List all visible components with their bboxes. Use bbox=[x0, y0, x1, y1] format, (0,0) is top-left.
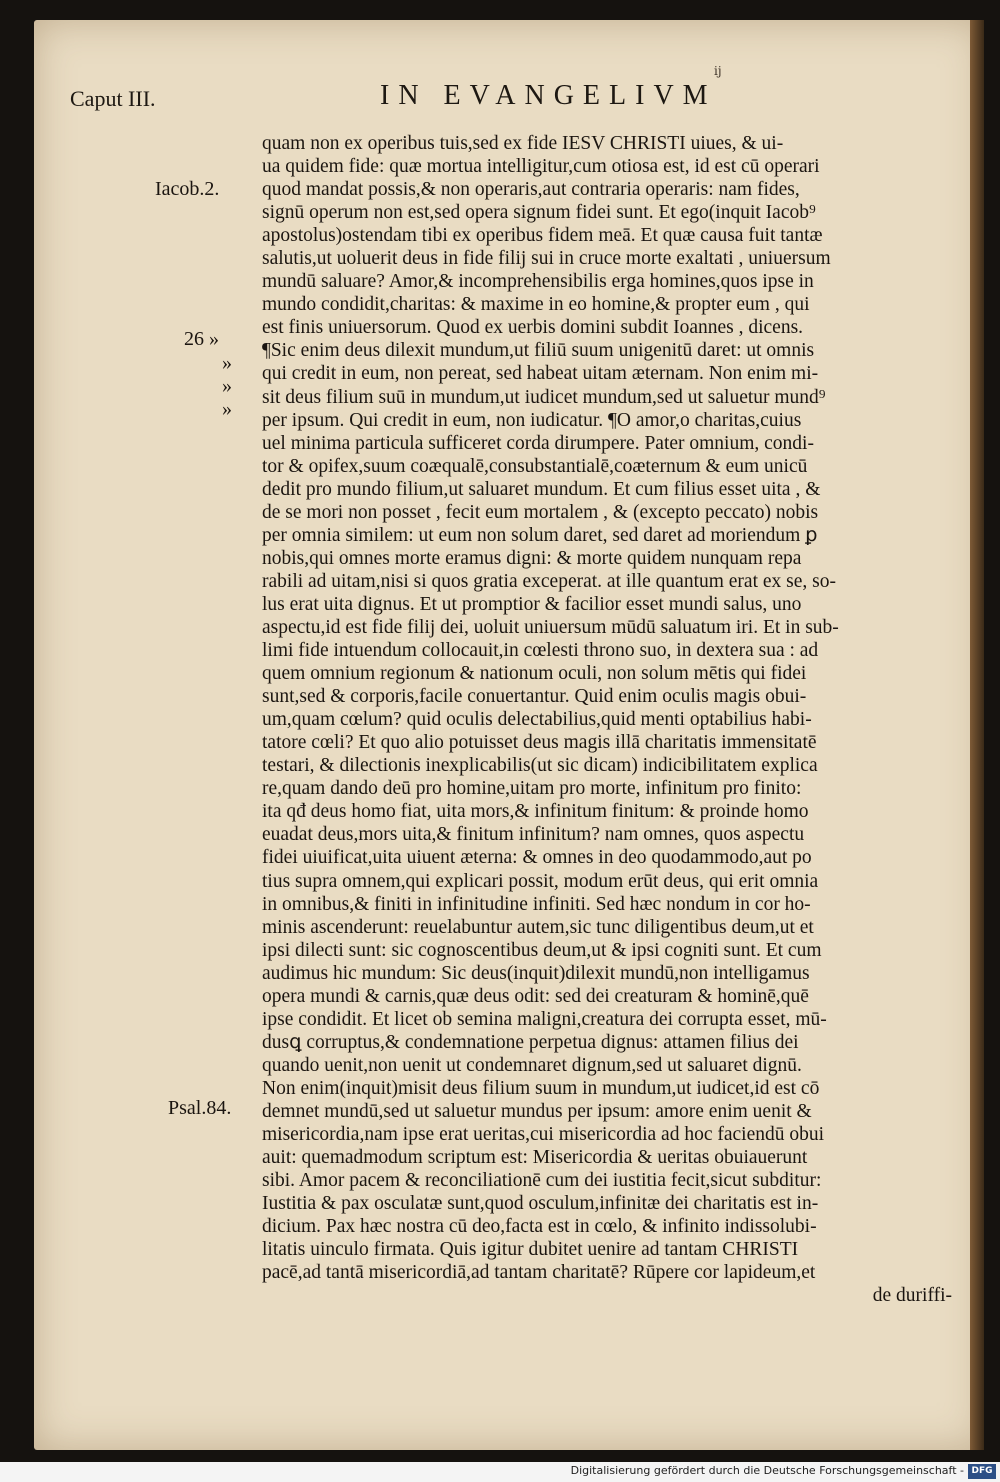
text-line: ua quidem fide: quæ mortua intelligitur,cum otiosa est, id est cū operari bbox=[262, 156, 820, 178]
text-line: dicium. Pax hæc nostra cū deo,facta est in cœlo, & infinito indissolubi- bbox=[262, 1216, 817, 1238]
chapter-heading: Caput III. bbox=[70, 86, 156, 111]
text-line: minis ascenderunt: reuelabuntur autem,sic tunc diligentibus deum,ut et bbox=[262, 916, 814, 938]
page-edge bbox=[970, 20, 984, 1450]
running-title: IN EVANGELIVM bbox=[380, 80, 717, 111]
text-line: quod mandat possis,& non operaris,aut contraria operaris: nam fides, bbox=[262, 179, 800, 201]
text-line: um,quam cœlum? quid oculis delectabilius,quid menti optabilius habi- bbox=[262, 709, 812, 731]
body-text bbox=[262, 132, 962, 1307]
margin-quote-mark: » bbox=[222, 398, 232, 420]
text-line: lus erat uita dignus. Et ut promptior & facilior esset mundi salus, uno bbox=[262, 593, 802, 615]
text-line: ita qđ deus homo fiat, uita mors,& infinitum finitum: & proinde homo bbox=[262, 801, 809, 823]
text-line: mundū saluare? Amor,& incomprehensibilis erga homines,quos ipse in bbox=[262, 271, 814, 293]
margin-quote-mark: » bbox=[222, 375, 232, 397]
text-line: ipse condidit. Et licet ob semina maligni,creatura dei corrupta esset, mū- bbox=[262, 1008, 827, 1030]
text-line: dusꝗ corruptus,& condemnatione perpetua dignus: attamen filius dei bbox=[262, 1031, 799, 1053]
text-line: auit: quemadmodum scriptum est: Misericordia & ueritas obuiauerunt bbox=[262, 1147, 808, 1169]
text-line: salutis,ut uoluerit deus in fide filij sui in cruce morte exaltati , uniuersum bbox=[262, 248, 831, 270]
text-line: euadat deus,mors uita,& finitum infinitum? nam omnes, quos aspectu bbox=[262, 824, 805, 846]
text-line: in omnibus,& finiti in infinitudine infiniti. Sed hæc nondum in cor ho- bbox=[262, 893, 811, 915]
text-line: apostolus)ostendam tibi ex operibus fidem meā. Et quæ causa fuit tantæ bbox=[262, 225, 823, 247]
text-line: aspectu,id est fide filij dei, uoluit uniuersum mūdū saluatum iri. Et in sub- bbox=[262, 616, 839, 638]
text-line: sibi. Amor pacem & reconciliationē cum dei iustitia fecit,sicut subditur: bbox=[262, 1170, 822, 1192]
text-line: quem omnium regionum & nationum oculi, non solum mētis qui fidei bbox=[262, 663, 807, 685]
text-line: tius supra omnem,qui explicari possit, modum erūt deus, qui erit omnia bbox=[262, 870, 819, 892]
margin-quote-mark: » bbox=[222, 352, 232, 374]
text-line: limi fide intuendum collocauit,in cœlesti throno suo, in dextera sua : ad bbox=[262, 640, 819, 662]
margin-note-iacob: Iacob.2. bbox=[155, 178, 220, 200]
text-line: re,quam dando deū pro homine,uitam pro morte, infinitum pro finito: bbox=[262, 778, 802, 800]
text-line: sit deus filium suū in mundum,ut iudicet mundum,sed ut saluetur mund⁹ bbox=[262, 386, 826, 408]
text-line: litatis uinculo firmata. Quis igitur dubitet uenire ad tantam CHRISTI bbox=[262, 1239, 799, 1261]
text-line: uel minima particula sufficeret corda dirumpere. Pater omnium, condi- bbox=[262, 432, 814, 454]
text-line: dedit pro mundo filium,ut saluaret mundum. Et cum filius esset uita , & bbox=[262, 478, 821, 500]
text-line: rabili ad uitam,nisi si quos gratia exceperat. at ille quantum erat ex se, so- bbox=[262, 570, 836, 592]
text-line: fidei uiuificat,uita uiuent æterna: & omnes in deo quodammodo,aut po bbox=[262, 847, 812, 869]
margin-note-psalm: Psal.84. bbox=[168, 1097, 232, 1119]
catchword: de duriffi- bbox=[872, 1285, 952, 1307]
text-line: audimus hic mundum: Sic deus(inquit)dilexit mundū,non intelligamus bbox=[262, 962, 810, 984]
signature-mark: ij bbox=[714, 64, 722, 78]
text-line: ¶Sic enim deus dilexit mundum,ut filiū suum unigenitū daret: ut omnis bbox=[262, 340, 815, 362]
text-line: tor & opifex,suum coæqualē,consubstantialē,coæternum & eum unicū bbox=[262, 455, 808, 477]
text-line: ipsi dilecti sunt: sic cognoscentibus deum,ut & ipsi cogniti sunt. Et cum bbox=[262, 939, 822, 961]
text-line: Iustitia & pax osculatæ sunt,quod osculum,infinitæ dei charitatis est in- bbox=[262, 1193, 819, 1215]
text-line: tatore cœli? Et quo alio potuisset deus magis illā charitatis immensitatē bbox=[262, 732, 817, 754]
footer-bar bbox=[0, 1462, 1000, 1482]
text-line: mundo condidit,charitas: & maxime in eo homine,& propter eum , qui bbox=[262, 294, 810, 316]
text-line: per omnia similem: ut eum non solum daret, sed daret ad moriendum ꝑ bbox=[262, 524, 818, 546]
text-line: per ipsum. Qui credit in eum, non iudicatur. ¶O amor,o charitas,cuius bbox=[262, 409, 802, 431]
text-line: qui credit in eum, non pereat, sed habeat uitam æternam. Non enim mi- bbox=[262, 363, 819, 385]
margin-verse-number: 26 » bbox=[184, 328, 219, 350]
text-line: quando uenit,non uenit ut condemnaret dignum,sed ut saluaret dignū. bbox=[262, 1054, 802, 1076]
text-line: Non enim(inquit)misit deus filium suum in mundum,ut iudicet,id est cō bbox=[262, 1077, 820, 1099]
dfg-logo: DFG bbox=[968, 1464, 996, 1479]
text-line: de se mori non posset , fecit eum mortalem , & (excepto peccato) nobis bbox=[262, 501, 819, 523]
text-line: misericordia,nam ipse erat ueritas,cui misericordia ad hoc faciendū obui bbox=[262, 1124, 825, 1146]
text-line: opera mundi & carnis,quæ deus odit: sed dei creaturam & hominē,quē bbox=[262, 985, 809, 1007]
text-line: demnet mundū,sed ut saluetur mundus per ipsum: amore enim uenit & bbox=[262, 1100, 812, 1122]
text-line: est finis uniuersorum. Quod ex uerbis domini subdit Ioannes , dicens. bbox=[262, 317, 804, 339]
text-line: nobis,qui omnes morte eramus digni: & morte quidem nunquam repa bbox=[262, 547, 802, 569]
funding-notice: Digitalisierung gefördert durch die Deutsche Forschungsgemeinschaft - bbox=[570, 1464, 964, 1477]
text-line: quam non ex operibus tuis,sed ex fide IESV CHRISTI uiues, & ui- bbox=[262, 133, 784, 154]
text-line: sunt,sed & corporis,facile conuertantur. Quid enim oculis magis obui- bbox=[262, 686, 807, 708]
text-line: signū operum non est,sed opera signum fidei sunt. Et ego(inquit Iacob⁹ bbox=[262, 202, 816, 224]
text-line: testari, & dilectionis inexplicabilis(ut sic dicam) indicibilitatem explica bbox=[262, 755, 818, 777]
text-line: pacē,ad tantā misericordiā,ad tantam charitatē? Rūpere cor lapideum,et bbox=[262, 1262, 816, 1284]
page-header bbox=[70, 64, 930, 111]
